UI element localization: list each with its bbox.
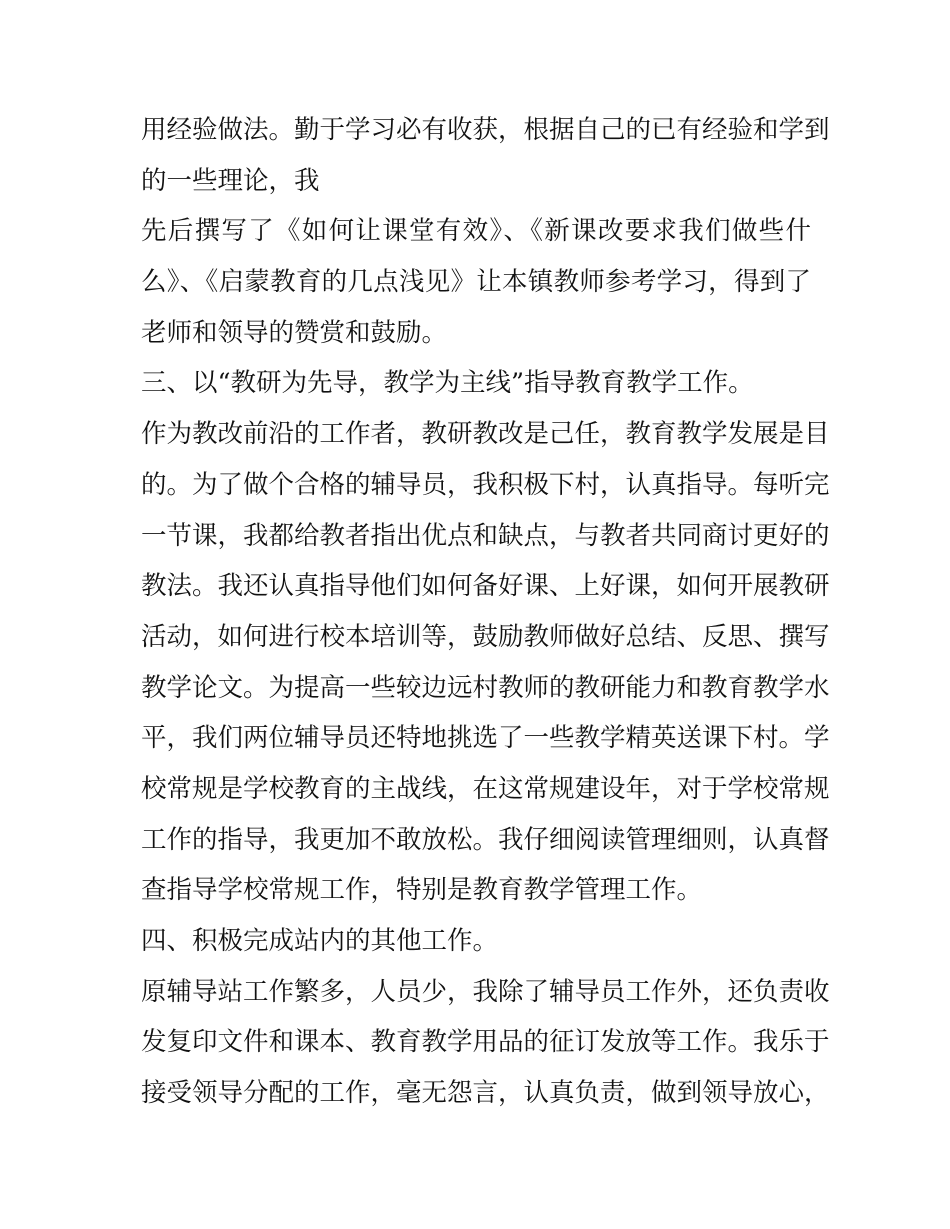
text-line: 么》、《启蒙教育的几点浅见》让本镇教师参考学习，得到了 [141,267,811,298]
text-line: 教法。我还认真指导他们如何备好课、上好课，如何开展教研 [141,571,830,602]
document-body [141,105,830,1119]
text-line: 用经验做法。勤于学习必有收获，根据自己的已有经验和学到 [141,115,830,145]
text-line: 作为教改前沿的工作者，教研教改是己任，教育教学发展是目 [141,419,830,450]
text-line: 三、以“教研为先导，教学为主线”指导教育教学工作。 [141,368,754,399]
text-line: 查指导学校常规工作，特别是教育教学管理工作。 [141,875,703,906]
text-line: 的。为了做个合格的辅导员，我积极下村，认真指导。每听完 [141,469,830,500]
text-line: 活动，如何进行校本培训等，鼓励教师做好总结、反思、撰写 [141,621,830,652]
text-line: 平，我们两位辅导员还特地挑选了一些教学精英送课下村。学 [141,723,830,754]
text-line: 校常规是学校教育的主战线，在这常规建设年，对于学校常规 [141,773,830,804]
text-line: 一节课，我都给教者指出优点和缺点，与教者共同商讨更好的 [141,520,830,551]
text-line: 的一些理论，我 [141,165,320,196]
text-line: 发复印文件和课本、教育教学用品的征订发放等工作。我乐于 [141,1027,830,1058]
text-line: 工作的指导，我更加不敢放松。我仔细阅读管理细则，认真督 [141,824,830,855]
text-line: 老师和领导的赞赏和鼓励。 [141,317,448,348]
text-line: 接受领导分配的工作，毫无怨言，认真负责，做到领导放心， [141,1078,830,1109]
text-line: 原辅导站工作繁多，人员少，我除了辅导员工作外，还负责收 [141,976,830,1007]
text-line: 先后撰写了《如何让课堂有效》、《新课改要求我们做些什 [141,216,811,247]
text-line: 四、积极完成站内的其他工作。 [141,926,499,956]
text-line: 教学论文。为提高一些较边远村教师的教研能力和教育教学水 [141,672,830,703]
